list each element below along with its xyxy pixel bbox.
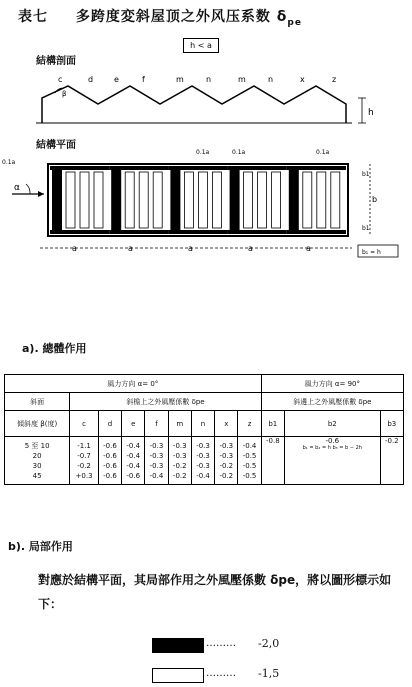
col-header-f: f <box>145 411 168 437</box>
a-label: a <box>188 244 193 253</box>
value-cell: -0.4 <box>126 461 141 470</box>
dim-01a-top-1: 0.1a <box>196 149 210 156</box>
value-cell: -1.1 <box>77 441 91 450</box>
roof-letter: f <box>142 75 145 84</box>
condition-box: h < a <box>183 38 219 53</box>
value-cell: -0.5 <box>242 471 257 480</box>
plan-edge-band <box>168 230 227 234</box>
title-symbol: $\delta_{pe}$ <box>276 9 302 28</box>
dim-01a-top-2: 0.1a <box>232 149 246 156</box>
value-column <box>98 437 121 485</box>
dim-01a-top-3: 0.1a <box>316 149 330 156</box>
plan-light-panel <box>153 172 162 228</box>
roof-letter: m <box>176 75 184 84</box>
a-label: a <box>128 244 133 253</box>
plan-light-panel <box>139 172 148 228</box>
value-cell: -0.2 <box>219 471 234 480</box>
value-cell: -0.3 <box>149 451 164 460</box>
plan-light-panel <box>303 172 312 228</box>
value-cell: -0.6 <box>103 471 117 480</box>
value-cell: -0.6 <box>103 461 117 470</box>
col-header-x: x <box>215 411 238 437</box>
roof-letter: z <box>332 75 337 84</box>
value90-cell: -0.2 <box>380 437 403 485</box>
value-cell: -0.4 <box>242 441 257 450</box>
value-cell: +0.3 <box>75 471 93 480</box>
value-column <box>122 437 145 485</box>
value-cell: -0.6 <box>103 451 117 460</box>
value-column <box>238 437 261 485</box>
roof-letter: e <box>114 75 119 84</box>
plan-diagram <box>0 140 412 265</box>
beta-2: 30 <box>32 461 42 470</box>
roof-letter: n <box>206 75 212 84</box>
value-column <box>215 437 238 485</box>
wind90-header: 風力方向 α= 90° <box>261 375 403 393</box>
plan-edge-band <box>109 166 168 170</box>
section-b-paragraph: 對應於結構平面，其局部作用之外風壓係數 δpe，將以圖形標示如下： <box>38 573 392 611</box>
plan-light-panel <box>94 172 103 228</box>
plan-edge-band <box>168 166 227 170</box>
col-header-d: d <box>98 411 121 437</box>
col-header-e: e <box>122 411 145 437</box>
plan-light-panel <box>66 172 75 228</box>
value-column <box>168 437 191 485</box>
value90-cell: -0.8 <box>261 437 284 485</box>
mini-diagram-labels: b₁ = b₂ = h b₃ = b − 2h <box>302 445 362 451</box>
value-cell: -0.4 <box>149 471 164 480</box>
col-header-m: m <box>168 411 191 437</box>
value-cell: -0.2 <box>172 461 187 470</box>
wind0-header: 風力方向 α= 0° <box>5 375 262 393</box>
a-label: a <box>72 244 77 253</box>
section-a-heading: a). 總體作用 <box>22 342 87 355</box>
plan-edge-band <box>287 230 346 234</box>
plan-light-panel <box>317 172 326 228</box>
value-cell: -0.3 <box>172 441 187 450</box>
slope-header: 斜面 <box>5 393 70 411</box>
alpha-label: α <box>14 183 20 193</box>
a-dimension-labels <box>72 244 311 253</box>
value-cell: -0.3 <box>149 441 164 450</box>
data-row-block <box>5 437 404 485</box>
roof90-header: 斜邊上之外風壓係數 δpe <box>261 393 403 411</box>
section-b-heading: b). 局部作用 <box>8 540 73 553</box>
value-cell: -0.6 <box>103 441 117 450</box>
roof-letter: m <box>238 75 246 84</box>
plan-light-panel <box>258 172 267 228</box>
beta-3: 45 <box>32 471 42 480</box>
col90-header-1: b2 <box>284 411 380 437</box>
h-label: h <box>368 108 374 118</box>
value-cell: -0.3 <box>149 461 164 470</box>
beta-label: β <box>62 90 67 98</box>
value-column <box>70 437 99 485</box>
plan-edge-band <box>50 166 109 170</box>
table-number: 表七 <box>18 9 48 25</box>
table-title: 多跨度変斜屋顶之外风压系数 <box>75 9 271 25</box>
roof-section-diagram <box>0 60 412 130</box>
b1-top-label: b1 <box>362 171 370 178</box>
plan-light-panel <box>125 172 134 228</box>
col-header-z: z <box>238 411 261 437</box>
value-cell: -0.3 <box>196 441 210 450</box>
plan-light-panel <box>184 172 193 228</box>
value-cell: -0.2 <box>77 461 91 470</box>
plan-light-panel <box>331 172 340 228</box>
b-label: b <box>372 195 378 204</box>
plan-edge-band <box>50 230 109 234</box>
legend-dots-1: ……… <box>206 638 236 649</box>
beta-1: 20 <box>32 451 42 460</box>
roof-letter: x <box>300 75 305 84</box>
legend-white-swatch <box>152 668 204 683</box>
plan-light-panel <box>80 172 89 228</box>
value-cell: -0.4 <box>196 471 210 480</box>
plan-dark-band <box>289 166 299 234</box>
dim-01a-left: 0.1a <box>2 159 16 166</box>
slope-sub-header: 傾斜度 β(度) <box>5 411 70 437</box>
value-cell: -0.3 <box>172 451 187 460</box>
plan-dark-band <box>170 166 180 234</box>
legend-black-swatch <box>152 638 204 653</box>
plan-edge-band <box>228 230 287 234</box>
roof-letters <box>58 75 336 84</box>
legend-value-2: -1,5 <box>258 667 280 680</box>
plan-light-panel <box>198 172 207 228</box>
plan-light-panel <box>244 172 253 228</box>
plan-light-panel <box>212 172 221 228</box>
section-label: 結構剖面 <box>36 56 76 67</box>
roof0-header: 斜檐上之外風壓係數 δpe <box>70 393 261 411</box>
roof-letter: d <box>88 75 94 84</box>
value-cell: -0.4 <box>126 451 141 460</box>
beta-column <box>5 437 70 485</box>
value-cell: -0.5 <box>242 451 257 460</box>
col90-header-2: b3 <box>380 411 403 437</box>
value-cell: -0.4 <box>126 441 141 450</box>
legend-value-1: -2,0 <box>258 637 280 650</box>
b1-eq-h-label: b₁ = h <box>362 249 381 256</box>
value-column <box>145 437 168 485</box>
column-header-row <box>5 411 404 437</box>
value-column <box>191 437 214 485</box>
b1-bottom-label: b1 <box>362 225 370 232</box>
value-cell: -0.5 <box>242 461 257 470</box>
value-cell: -0.3 <box>219 441 234 450</box>
plan-dark-band <box>230 166 240 234</box>
col-header-n: n <box>191 411 214 437</box>
plan-edge-band <box>287 166 346 170</box>
plan-light-panel <box>272 172 281 228</box>
beta-0: 5 至 10 <box>24 441 50 450</box>
page-title <box>18 6 302 28</box>
legend-dots-2: ……… <box>206 668 236 679</box>
plan-label: 結構平面 <box>36 140 76 151</box>
plan-edge-band <box>109 230 168 234</box>
roof-profile <box>42 86 346 123</box>
value90-cell: -0.6 b₁ = b₂ = h b₃ = b − 2h <box>284 437 380 485</box>
value-cell: -0.7 <box>77 451 91 460</box>
a-label: a <box>248 244 253 253</box>
plan-edge-band <box>228 166 287 170</box>
roof-letter: n <box>268 75 274 84</box>
col90-header-0: b1 <box>261 411 284 437</box>
value-cell: -0.2 <box>172 471 187 480</box>
coefficient-table <box>4 374 404 485</box>
col-header-c: c <box>70 411 99 437</box>
value-cell: -0.3 <box>219 451 234 460</box>
plan-dark-band <box>52 166 62 234</box>
a-label: a <box>306 244 311 253</box>
value-cell: -0.2 <box>219 461 234 470</box>
value-cell: -0.6 <box>126 471 141 480</box>
roof-letter: c <box>58 75 63 84</box>
plan-dark-band <box>111 166 121 234</box>
value-cell: -0.3 <box>196 451 210 460</box>
value-cell: -0.3 <box>196 461 210 470</box>
